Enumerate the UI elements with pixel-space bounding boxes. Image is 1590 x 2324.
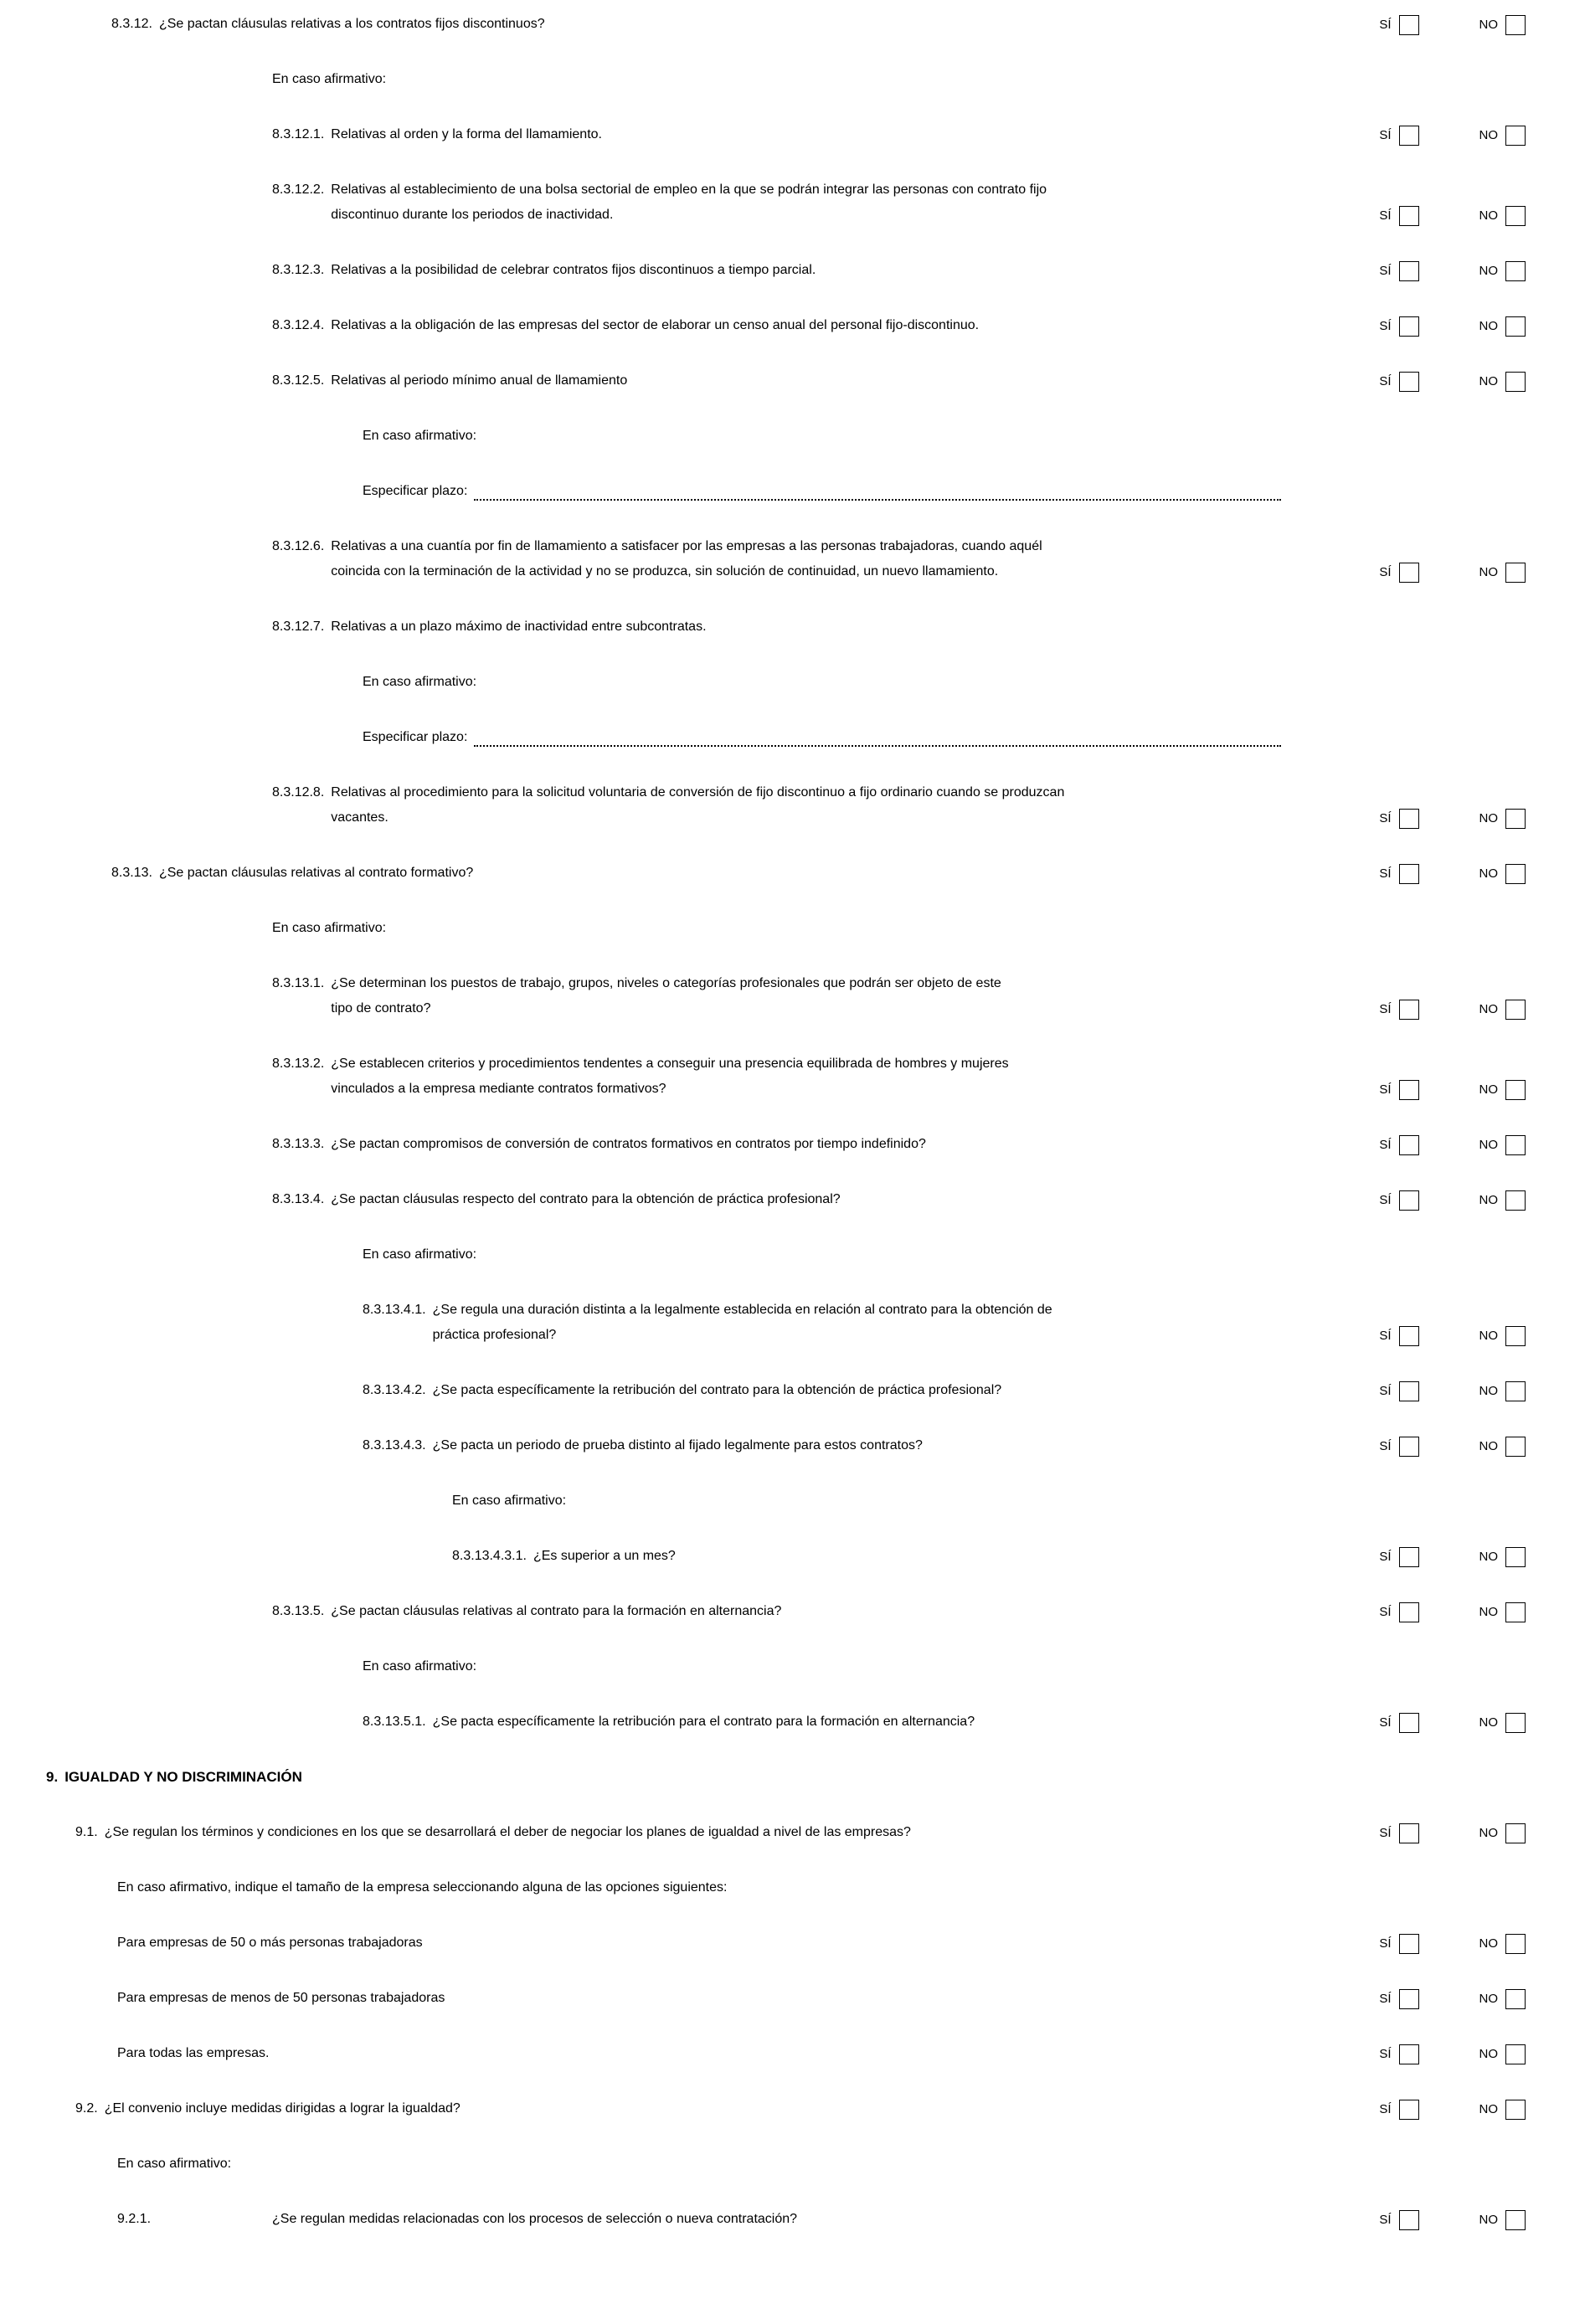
question-number: 8.3.13.5.1. <box>363 1715 426 1729</box>
note-row <box>0 670 1590 695</box>
note-content <box>117 1875 1526 1900</box>
yes-label: SÍ <box>1379 1002 1392 1016</box>
question-text <box>331 258 816 283</box>
conditional-note: En caso afirmativo: <box>363 675 477 689</box>
yes-label: SÍ <box>1379 1826 1392 1840</box>
no-label: NO <box>1479 1384 1498 1398</box>
question-text <box>331 1132 926 1157</box>
question-text <box>433 1378 1002 1403</box>
question-number: 8.3.12.6. <box>272 539 325 553</box>
question-row <box>0 1544 1590 1569</box>
question-content <box>363 1298 1362 1348</box>
question-number: 8.3.13.4.2. <box>363 1383 426 1397</box>
no-checkbox[interactable] <box>1505 1823 1526 1843</box>
conditional-note: En caso afirmativo: <box>272 72 387 86</box>
note-content <box>363 1654 1526 1679</box>
no-checkbox[interactable] <box>1505 1326 1526 1346</box>
yes-checkbox[interactable] <box>1399 206 1419 226</box>
section-title <box>64 1765 302 1790</box>
yes-label: SÍ <box>1379 866 1392 881</box>
no-label: NO <box>1479 1439 1498 1453</box>
text-line: Relativas a una cuantía por fin de llamamiento a satisfacer por las empresas a las personas trabajadoras, cuando aquél <box>331 539 1042 553</box>
yes-label: SÍ <box>1379 264 1392 278</box>
text-line: ¿Se establecen criterios y procedimientos tendentes a conseguir una presencia equilibrada de hombres y mujeres <box>331 1057 1009 1071</box>
yesno-group <box>1379 1134 1526 1156</box>
question-text <box>331 971 1001 1021</box>
input-row <box>0 725 1590 750</box>
question-text <box>105 2096 461 2121</box>
no-checkbox[interactable] <box>1505 1190 1526 1211</box>
no-label: NO <box>1479 811 1498 825</box>
text-line: ¿Se regulan medidas relacionadas con los procesos de selección o nueva contratación? <box>272 2212 798 2226</box>
yesno-group <box>1379 260 1526 282</box>
yes-checkbox[interactable] <box>1399 1823 1419 1843</box>
question-number: 8.3.12.5. <box>272 373 325 388</box>
yes-checkbox[interactable] <box>1399 372 1419 392</box>
text-line: ¿Se determinan los puestos de trabajo, grupos, niveles o categorías profesionales que podrán ser objeto de este <box>331 976 1001 990</box>
note-content <box>272 916 1526 941</box>
question-row <box>0 1051 1590 1102</box>
specify-input-line[interactable] <box>474 725 1281 747</box>
no-label: NO <box>1479 2213 1498 2227</box>
question-content <box>272 780 1362 830</box>
no-checkbox[interactable] <box>1505 1989 1526 2009</box>
no-label: NO <box>1479 2047 1498 2061</box>
note-row <box>0 1654 1590 1679</box>
question-text <box>331 534 1042 584</box>
question-text <box>331 177 1047 228</box>
note-content <box>363 670 1526 695</box>
no-label: NO <box>1479 374 1498 388</box>
text-line: ¿Se pactan cláusulas relativas a los contratos fijos discontinuos? <box>158 17 545 31</box>
no-checkbox[interactable] <box>1505 1602 1526 1622</box>
yes-checkbox[interactable] <box>1399 1190 1419 1211</box>
no-label: NO <box>1479 1605 1498 1619</box>
input-row <box>0 479 1590 504</box>
yes-label: SÍ <box>1379 2102 1392 2116</box>
yes-label: SÍ <box>1379 374 1392 388</box>
yes-label: SÍ <box>1379 2047 1392 2061</box>
specify-label: Especificar plazo: <box>363 730 468 744</box>
question-text <box>433 1710 975 1735</box>
question-content <box>272 971 1362 1021</box>
text-line: Relativas a la obligación de las empresas del sector de elaborar un censo anual del personal fijo-discontinuo. <box>331 318 980 332</box>
question-number: 8.3.13.4. <box>272 1192 325 1206</box>
question-content <box>272 534 1362 584</box>
question-row <box>0 1132 1590 1157</box>
yes-label: SÍ <box>1379 2213 1392 2227</box>
yes-label: SÍ <box>1379 1138 1392 1152</box>
yes-label: SÍ <box>1379 319 1392 333</box>
question-number: 9.2.1. <box>117 2212 152 2226</box>
yesno-group <box>1379 2099 1526 2121</box>
yes-checkbox[interactable] <box>1399 2044 1419 2064</box>
question-row <box>0 534 1590 584</box>
question-text <box>433 1433 923 1458</box>
question-row <box>0 12 1590 37</box>
question-number: 8.3.13.4.3. <box>363 1438 426 1452</box>
question-text <box>117 1931 423 1956</box>
no-label: NO <box>1479 565 1498 579</box>
text-line: Relativas al periodo mínimo anual de llamamiento <box>331 373 628 388</box>
yesno-group <box>1379 205 1526 227</box>
question-row <box>0 1710 1590 1735</box>
question-content <box>75 2096 1362 2121</box>
yes-label: SÍ <box>1379 565 1392 579</box>
no-checkbox[interactable] <box>1505 316 1526 337</box>
question-row <box>0 368 1590 393</box>
question-row <box>0 780 1590 830</box>
no-checkbox[interactable] <box>1505 1381 1526 1401</box>
yesno-group <box>1379 125 1526 147</box>
text-line: ¿Se regulan los términos y condiciones en los que se desarrollará el deber de negociar los planes de igualdad a nivel de las empresas? <box>104 1825 911 1839</box>
question-row <box>0 1298 1590 1348</box>
text-line: IGUALDAD Y NO DISCRIMINACIÓN <box>64 1769 302 1785</box>
question-row <box>0 177 1590 228</box>
question-content <box>272 1051 1362 1102</box>
question-content <box>272 1132 1362 1157</box>
yes-label: SÍ <box>1379 1992 1392 2006</box>
question-row <box>0 1187 1590 1212</box>
yes-checkbox[interactable] <box>1399 1602 1419 1622</box>
no-label: NO <box>1479 208 1498 223</box>
text-line: ¿Se pactan cláusulas respecto del contrato para la obtención de práctica profesional? <box>331 1192 841 1206</box>
question-row <box>0 861 1590 886</box>
question-content <box>452 1544 1362 1569</box>
no-label: NO <box>1479 264 1498 278</box>
text-line: ¿El convenio incluye medidas dirigidas a lograr la igualdad? <box>104 2101 461 2116</box>
question-text <box>272 2207 797 2232</box>
question-number: 8.3.12.2. <box>272 183 325 197</box>
yesno-group <box>1379 1823 1526 1844</box>
note-content <box>363 424 1526 449</box>
question-row <box>0 1599 1590 1624</box>
question-number: 8.3.13.3. <box>272 1137 325 1151</box>
yes-checkbox[interactable] <box>1399 2210 1419 2230</box>
text-line: ¿Se pacta específicamente la retribución del contrato para la obtención de práctica profesional? <box>432 1383 1002 1397</box>
question-content <box>272 368 1362 393</box>
conditional-note: En caso afirmativo: <box>363 1659 477 1674</box>
yesno-group <box>1379 1988 1526 2010</box>
question-row <box>0 122 1590 147</box>
text-line: discontinuo durante los periodos de inactividad. <box>331 208 614 222</box>
yesno-group <box>1379 371 1526 393</box>
text-line: ¿Se pactan cláusulas relativas al contrato para la formación en alternancia? <box>331 1604 782 1618</box>
question-content <box>272 177 1362 228</box>
question-text <box>331 313 979 338</box>
yesno-group <box>1379 863 1526 885</box>
input-content <box>363 725 1526 750</box>
no-checkbox[interactable] <box>1505 1135 1526 1155</box>
no-label: NO <box>1479 1193 1498 1207</box>
no-checkbox[interactable] <box>1505 206 1526 226</box>
question-row <box>0 1433 1590 1458</box>
yes-label: SÍ <box>1379 208 1392 223</box>
text-line: Para empresas de 50 o más personas trabajadoras <box>117 1936 423 1950</box>
yes-label: SÍ <box>1379 128 1392 142</box>
question-number: 8.3.12.8. <box>272 785 325 800</box>
question-row <box>0 614 1590 640</box>
question-content <box>272 313 1362 338</box>
no-label: NO <box>1479 1082 1498 1097</box>
section-row <box>0 1765 1590 1790</box>
question-content <box>272 1187 1362 1212</box>
note-row <box>0 916 1590 941</box>
question-number: 8.3.13.5. <box>272 1604 325 1618</box>
no-checkbox[interactable] <box>1505 15 1526 35</box>
yes-label: SÍ <box>1379 1715 1392 1730</box>
input-content <box>363 479 1526 504</box>
text-line: ¿Se pactan compromisos de conversión de contratos formativos en contratos por tiempo indefinido? <box>331 1137 926 1151</box>
question-number: 8.3.13.4.1. <box>363 1303 426 1317</box>
section-content <box>46 1765 1526 1790</box>
question-row <box>0 2207 1590 2232</box>
question-number: 8.3.13.4.3.1. <box>452 1549 527 1563</box>
conditional-note: En caso afirmativo: <box>363 429 477 443</box>
conditional-note: En caso afirmativo: <box>363 1247 477 1262</box>
yes-label: SÍ <box>1379 1439 1392 1453</box>
question-content <box>363 1710 1362 1735</box>
text-line: ¿Se pacta un periodo de prueba distinto al fijado legalmente para estos contratos? <box>432 1438 923 1452</box>
question-content <box>272 1599 1362 1624</box>
yes-checkbox[interactable] <box>1399 1989 1419 2009</box>
conditional-note: En caso afirmativo: <box>117 2157 232 2171</box>
question-number: 9.1. <box>75 1825 98 1839</box>
yes-checkbox[interactable] <box>1399 1437 1419 1457</box>
no-label: NO <box>1479 1550 1498 1564</box>
yes-checkbox[interactable] <box>1399 1713 1419 1733</box>
specify-label: Especificar plazo: <box>363 484 468 498</box>
no-label: NO <box>1479 1936 1498 1951</box>
question-number: 8.3.13.2. <box>272 1057 325 1071</box>
no-label: NO <box>1479 128 1498 142</box>
text-line: Relativas al procedimiento para la solicitud voluntaria de conversión de fijo discontinuo a fijo ordinario cuando se produzcan <box>331 785 1065 800</box>
yes-label: SÍ <box>1379 1550 1392 1564</box>
yes-checkbox[interactable] <box>1399 15 1419 35</box>
question-number: 8.3.12. <box>111 17 152 31</box>
yes-label: SÍ <box>1379 811 1392 825</box>
option-row <box>0 1931 1590 1956</box>
no-checkbox[interactable] <box>1505 2210 1526 2230</box>
question-number: 8.3.12.4. <box>272 318 325 332</box>
no-label: NO <box>1479 1002 1498 1016</box>
question-number: 8.3.12.1. <box>272 127 325 141</box>
specify-input-line[interactable] <box>474 479 1281 501</box>
question-text <box>331 1599 781 1624</box>
note-row <box>0 1875 1590 1900</box>
yes-checkbox[interactable] <box>1399 1080 1419 1100</box>
question-content <box>272 258 1362 283</box>
text-line: práctica profesional? <box>432 1328 557 1342</box>
option-content <box>117 1986 1362 2011</box>
no-label: NO <box>1479 1329 1498 1343</box>
text-line: ¿Se regula una duración distinta a la legalmente establecida en relación al contrato para la obtención de <box>432 1303 1052 1317</box>
no-checkbox[interactable] <box>1505 126 1526 146</box>
note-row <box>0 2152 1590 2177</box>
text-line: tipo de contrato? <box>331 1001 431 1015</box>
question-text <box>117 1986 445 2011</box>
yesno-group <box>1379 999 1526 1021</box>
no-label: NO <box>1479 319 1498 333</box>
conditional-note: En caso afirmativo, indique el tamaño de la empresa seleccionando alguna de las opciones siguientes: <box>117 1880 728 1895</box>
text-line: vinculados a la empresa mediante contratos formativos? <box>331 1082 666 1096</box>
question-content <box>75 1820 1362 1845</box>
text-line: Para empresas de menos de 50 personas trabajadoras <box>117 1991 445 2005</box>
question-content <box>272 122 1362 147</box>
question-content <box>111 12 1362 37</box>
text-line: Relativas al establecimiento de una bolsa sectorial de empleo en la que se podrán integrar las personas con contrato fijo <box>331 183 1047 197</box>
yes-checkbox[interactable] <box>1399 1326 1419 1346</box>
note-content <box>452 1488 1526 1514</box>
no-checkbox[interactable] <box>1505 261 1526 281</box>
no-label: NO <box>1479 2102 1498 2116</box>
text-line: Relativas a la posibilidad de celebrar contratos fijos discontinuos a tiempo parcial. <box>331 263 816 277</box>
question-text <box>159 861 473 886</box>
no-checkbox[interactable] <box>1505 2044 1526 2064</box>
conditional-note: En caso afirmativo: <box>272 921 387 935</box>
question-number: 8.3.12.7. <box>272 620 325 634</box>
yes-checkbox[interactable] <box>1399 563 1419 583</box>
text-line: coincida con la terminación de la actividad y no se produzca, sin solución de continuidad, un nuevo llamamiento. <box>331 564 999 578</box>
question-row <box>0 258 1590 283</box>
note-content <box>272 67 1526 92</box>
question-text <box>331 368 627 393</box>
yes-label: SÍ <box>1379 1384 1392 1398</box>
question-text <box>433 1298 1052 1348</box>
question-text <box>331 122 602 147</box>
yes-label: SÍ <box>1379 1605 1392 1619</box>
conditional-note: En caso afirmativo: <box>452 1494 567 1508</box>
question-number: 8.3.12.3. <box>272 263 325 277</box>
yesno-group <box>1379 1712 1526 1734</box>
no-label: NO <box>1479 1715 1498 1730</box>
yesno-group <box>1379 1602 1526 1623</box>
text-line: Relativas a un plazo máximo de inactividad entre subcontratas. <box>331 620 707 634</box>
yes-checkbox[interactable] <box>1399 809 1419 829</box>
yes-checkbox[interactable] <box>1399 864 1419 884</box>
yesno-group <box>1379 562 1526 584</box>
note-content <box>363 1242 1526 1267</box>
yesno-group <box>1379 1190 1526 1211</box>
question-row <box>0 313 1590 338</box>
yes-checkbox[interactable] <box>1399 1135 1419 1155</box>
question-text <box>331 780 1064 830</box>
no-checkbox[interactable] <box>1505 2100 1526 2120</box>
yes-checkbox[interactable] <box>1399 126 1419 146</box>
option-row <box>0 2041 1590 2066</box>
question-text <box>159 12 545 37</box>
text-line: Para todas las empresas. <box>117 2046 270 2060</box>
yes-checkbox[interactable] <box>1399 2100 1419 2120</box>
note-row <box>0 67 1590 92</box>
text-line: vacantes. <box>331 810 388 825</box>
option-content <box>117 2041 1362 2066</box>
yesno-group <box>1379 1325 1526 1347</box>
text-line: ¿Se pactan cláusulas relativas al contrato formativo? <box>158 866 474 880</box>
yes-label: SÍ <box>1379 1082 1392 1097</box>
question-content <box>117 2207 1362 2232</box>
no-checkbox[interactable] <box>1505 563 1526 583</box>
yes-checkbox[interactable] <box>1399 1000 1419 1020</box>
question-text <box>331 614 706 640</box>
question-text <box>533 1544 676 1569</box>
no-checkbox[interactable] <box>1505 1437 1526 1457</box>
question-row <box>0 1820 1590 1845</box>
question-text <box>331 1187 840 1212</box>
no-label: NO <box>1479 1826 1498 1840</box>
text-line: Relativas al orden y la forma del llamamiento. <box>331 127 602 141</box>
question-content <box>363 1433 1362 1458</box>
note-row <box>0 1242 1590 1267</box>
question-content <box>111 861 1362 886</box>
question-text <box>331 1051 1008 1102</box>
yesno-group <box>1379 1933 1526 1955</box>
yesno-group <box>1379 1079 1526 1101</box>
yesno-group <box>1379 1381 1526 1402</box>
question-content <box>363 1378 1362 1403</box>
yes-checkbox[interactable] <box>1399 1934 1419 1954</box>
yesno-group <box>1379 316 1526 337</box>
yes-checkbox[interactable] <box>1399 1381 1419 1401</box>
question-text <box>117 2041 269 2066</box>
no-checkbox[interactable] <box>1505 1713 1526 1733</box>
question-row <box>0 971 1590 1021</box>
note-row <box>0 1488 1590 1514</box>
no-checkbox[interactable] <box>1505 1547 1526 1567</box>
no-label: NO <box>1479 18 1498 32</box>
no-label: NO <box>1479 1138 1498 1152</box>
question-number: 8.3.13. <box>111 866 152 880</box>
question-text <box>105 1820 911 1845</box>
yes-label: SÍ <box>1379 18 1392 32</box>
question-number: 9.2. <box>75 2101 98 2116</box>
no-checkbox[interactable] <box>1505 1934 1526 1954</box>
yes-label: SÍ <box>1379 1193 1392 1207</box>
yesno-group <box>1379 2044 1526 2065</box>
no-checkbox[interactable] <box>1505 1000 1526 1020</box>
note-content <box>117 2152 1526 2177</box>
yes-checkbox[interactable] <box>1399 316 1419 337</box>
yesno-group <box>1379 1546 1526 1568</box>
question-row <box>0 1378 1590 1403</box>
yes-checkbox[interactable] <box>1399 261 1419 281</box>
text-line: ¿Es superior a un mes? <box>533 1549 676 1563</box>
text-line: ¿Se pacta específicamente la retribución para el contrato para la formación en alternancia? <box>432 1715 975 1729</box>
no-checkbox[interactable] <box>1505 864 1526 884</box>
option-content <box>117 1931 1362 1956</box>
no-checkbox[interactable] <box>1505 372 1526 392</box>
question-content <box>272 614 1526 640</box>
option-row <box>0 1986 1590 2011</box>
question-row <box>0 2096 1590 2121</box>
yesno-group <box>1379 808 1526 830</box>
yes-label: SÍ <box>1379 1936 1392 1951</box>
no-checkbox[interactable] <box>1505 809 1526 829</box>
yesno-group <box>1379 1436 1526 1458</box>
no-label: NO <box>1479 866 1498 881</box>
yesno-group <box>1379 2209 1526 2231</box>
yes-label: SÍ <box>1379 1329 1392 1343</box>
no-label: NO <box>1479 1992 1498 2006</box>
section-number: 9. <box>46 1769 59 1785</box>
yes-checkbox[interactable] <box>1399 1547 1419 1567</box>
question-number: 8.3.13.1. <box>272 976 325 990</box>
yesno-group <box>1379 14 1526 36</box>
note-row <box>0 424 1590 449</box>
no-checkbox[interactable] <box>1505 1080 1526 1100</box>
